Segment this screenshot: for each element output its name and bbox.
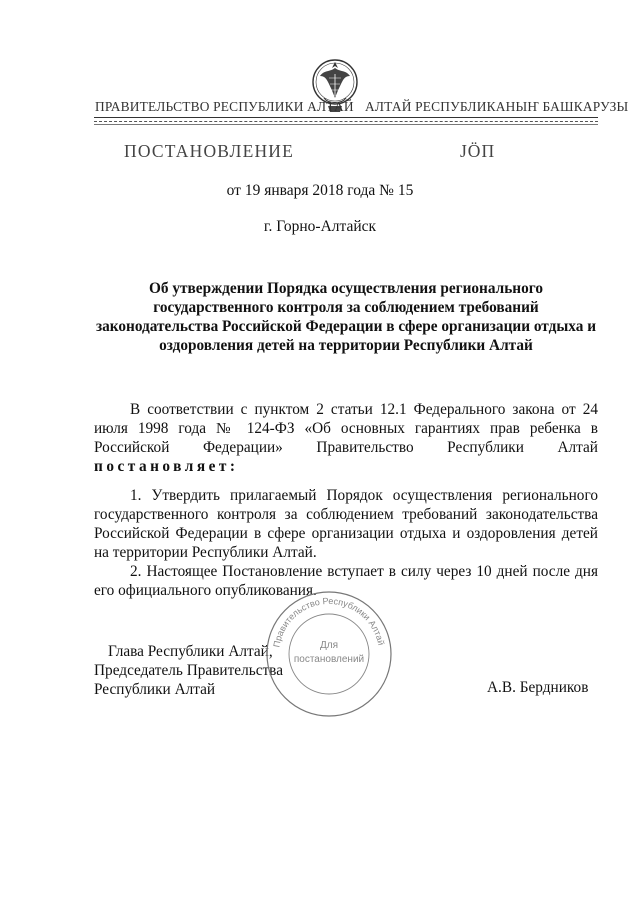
document-type-alt: ЈÖП xyxy=(460,141,496,161)
signatory-line-2: Председатель Правительства xyxy=(94,662,283,679)
resolution-item-2: 2. Настоящее Постановление вступает в силу через 10 дней после дня его официального опубликования. xyxy=(94,563,598,599)
resolution-items xyxy=(94,486,598,600)
official-stamp xyxy=(262,588,396,720)
signatory-line-1: Глава Республики Алтай, xyxy=(108,643,273,660)
preamble-paragraph xyxy=(94,400,598,476)
document-city: г. Горно-Алтайск xyxy=(263,218,377,235)
header-left-title: ПРАВИТЕЛЬСТВО РЕСПУБЛИКИ АЛТАЙ xyxy=(95,99,354,114)
signatory-line-3: Республики Алтай xyxy=(94,681,216,698)
document-type: ПОСТАНОВЛЕНИЕ xyxy=(124,141,295,161)
header-divider-dashed xyxy=(94,121,598,122)
signatory-name: А.В. Бердников xyxy=(487,679,589,696)
document-date-number: от 19 января 2018 года № 15 xyxy=(226,182,414,199)
header-divider xyxy=(94,117,598,118)
document-title: Об утверждении Порядка осуществления регионального государственного контроля за соблюдением требований законодательства Российской Федерации в сфере организации отдыха и оздоровления детей на территории Республики Алтай xyxy=(95,280,597,354)
stamp-center-line-2: постановлений xyxy=(293,654,365,665)
resolves-word: постановляет: xyxy=(94,458,239,475)
preamble-text: В соответствии с пунктом 2 статьи 12.1 Федерального закона от 24 июля 1998 года № 124-ФЗ «Об основных гарантиях прав ребенка в Российской Федерации» Правительство Республики Алтай xyxy=(94,401,598,456)
header-right-title: АЛТАЙ РЕСПУБЛИКАНЫҤ БАШКАРУЗЫ xyxy=(365,99,629,114)
stamp-ring-text: Правительство Республики Алтай xyxy=(271,595,387,649)
resolution-item-1: 1. Утвердить прилагаемый Порядок осуществления регионального государственного контроля за соблюдением требований законодательства Российской Федерации в сфере организации отдыха и оздоровления детей на территории Республики Алтай. xyxy=(94,487,598,561)
stamp-center-line-1: Для xyxy=(319,640,339,651)
header-divider-thin xyxy=(94,124,598,125)
